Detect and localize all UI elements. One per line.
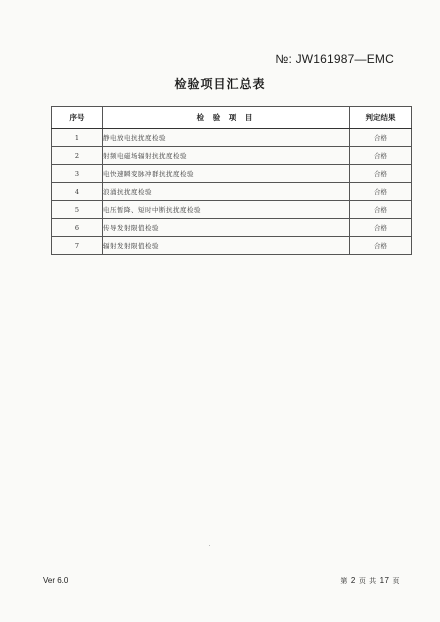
row-number: 1 <box>52 129 103 147</box>
row-item: 射频电磁场辐射抗扰度检验 <box>103 147 350 165</box>
header-inspection-item: 检 验 项 目 <box>103 107 350 129</box>
page-total: 17 <box>379 576 390 585</box>
row-result: 合格 <box>350 129 412 147</box>
page-counter <box>340 576 400 586</box>
page-prefix: 第 <box>340 577 348 585</box>
row-number: 3 <box>52 165 103 183</box>
row-result: 合格 <box>350 183 412 201</box>
row-item: 静电放电抗扰度检验 <box>103 129 350 147</box>
row-result: 合格 <box>350 201 412 219</box>
page-current: 2 <box>350 576 356 585</box>
table-row <box>52 237 412 255</box>
row-number: 6 <box>52 219 103 237</box>
page-mid: 页 共 <box>358 577 377 585</box>
table-row <box>52 201 412 219</box>
report-number: №: JW161987—EMC <box>275 52 394 66</box>
page-title: 检验项目汇总表 <box>174 77 266 91</box>
row-result: 合格 <box>350 219 412 237</box>
row-item: 辐射发射限值检验 <box>103 237 350 255</box>
row-number: 7 <box>52 237 103 255</box>
header-judgement-result: 判定结果 <box>350 107 412 129</box>
row-item: 电快速瞬变脉冲群抗扰度检验 <box>103 165 350 183</box>
page-suffix: 页 <box>392 577 400 585</box>
table-row <box>52 147 412 165</box>
row-number: 5 <box>52 201 103 219</box>
scan-speck <box>209 545 210 546</box>
table-row <box>52 165 412 183</box>
row-result: 合格 <box>350 165 412 183</box>
table-row <box>52 129 412 147</box>
row-number: 2 <box>52 147 103 165</box>
header-serial-number: 序号 <box>52 107 103 129</box>
row-item: 浪涌抗扰度检验 <box>103 183 350 201</box>
table-row <box>52 219 412 237</box>
row-item: 电压暂降、短时中断抗扰度检验 <box>103 201 350 219</box>
row-result: 合格 <box>350 147 412 165</box>
table-header-row <box>52 107 412 129</box>
inspection-summary-table <box>51 106 412 255</box>
row-result: 合格 <box>350 237 412 255</box>
row-item: 传导发射限值检验 <box>103 219 350 237</box>
table-row <box>52 183 412 201</box>
row-number: 4 <box>52 183 103 201</box>
version-label: Ver 6.0 <box>43 576 69 585</box>
